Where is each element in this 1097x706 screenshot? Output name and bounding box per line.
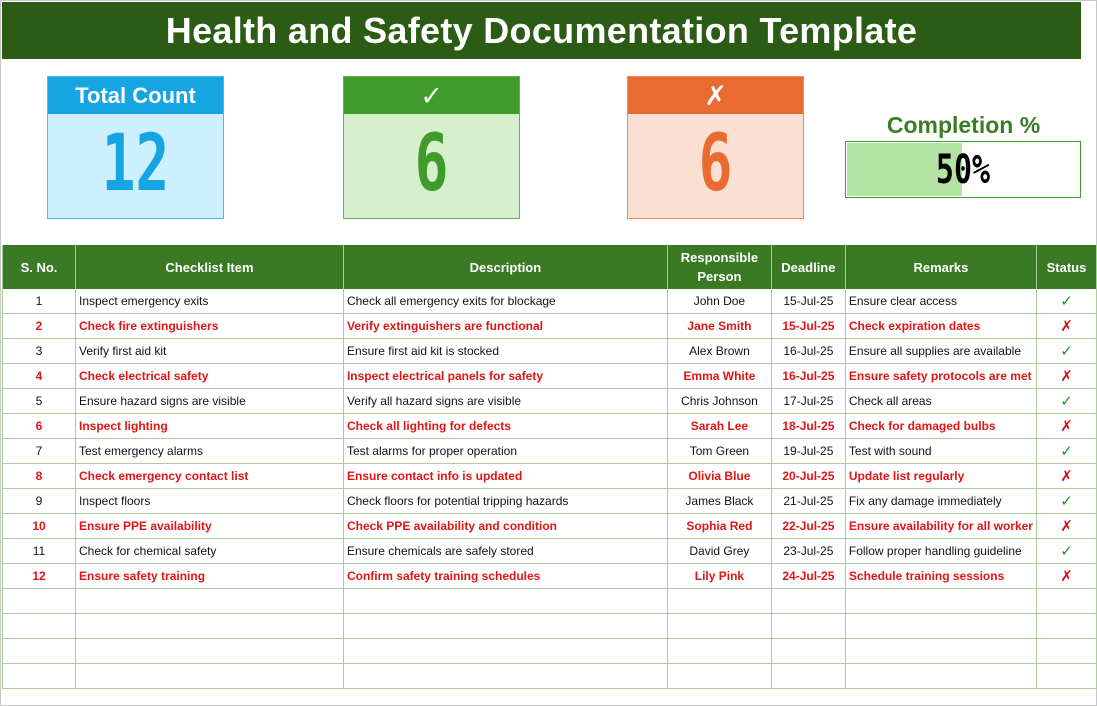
- header-sno[interactable]: S. No.: [3, 245, 76, 289]
- cell-remarks[interactable]: Update list regularly: [845, 464, 1036, 489]
- cell-responsible-person[interactable]: Sarah Lee: [667, 414, 771, 439]
- cell-status[interactable]: [1036, 414, 1096, 439]
- cell-checklist-item[interactable]: Check emergency contact list: [75, 464, 343, 489]
- header-responsible-person[interactable]: Responsible Person: [667, 245, 771, 289]
- status-cross-icon: ✗: [1060, 418, 1073, 435]
- cell-deadline[interactable]: 20-Jul-25: [771, 464, 845, 489]
- cell-description[interactable]: Test alarms for proper operation: [343, 439, 667, 464]
- cell-description[interactable]: Verify all hazard signs are visible: [343, 389, 667, 414]
- cell-sno[interactable]: 11: [3, 539, 76, 564]
- cell-description[interactable]: Check all lighting for defects: [343, 414, 667, 439]
- cell-deadline[interactable]: 16-Jul-25: [771, 364, 845, 389]
- empty-row: [3, 614, 1097, 639]
- cell-remarks[interactable]: Follow proper handling guideline: [845, 539, 1036, 564]
- cell-description[interactable]: Verify extinguishers are functional: [343, 314, 667, 339]
- cell-sno[interactable]: 10: [3, 514, 76, 539]
- empty-cell[interactable]: [343, 589, 667, 614]
- cell-sno[interactable]: 9: [3, 489, 76, 514]
- cell-remarks[interactable]: Ensure safety protocols are met: [845, 364, 1036, 389]
- status-check-icon: ✓: [1060, 443, 1073, 460]
- cell-sno[interactable]: 5: [3, 389, 76, 414]
- empty-cell[interactable]: [1036, 664, 1096, 689]
- cell-deadline[interactable]: 22-Jul-25: [771, 514, 845, 539]
- status-check-icon: ✓: [1060, 343, 1073, 360]
- total-count-value: 12: [101, 119, 170, 209]
- cell-remarks[interactable]: Ensure all supplies are available: [845, 339, 1036, 364]
- cell-responsible-person[interactable]: Alex Brown: [667, 339, 771, 364]
- cell-status[interactable]: [1036, 289, 1096, 314]
- completed-count-value: 6: [414, 119, 449, 209]
- cell-sno[interactable]: 2: [3, 314, 76, 339]
- table-row: [3, 289, 1097, 314]
- page-title: Health and Safety Documentation Template: [2, 2, 1081, 59]
- cell-responsible-person[interactable]: Sophia Red: [667, 514, 771, 539]
- empty-cell[interactable]: [343, 639, 667, 664]
- cell-responsible-person[interactable]: David Grey: [667, 539, 771, 564]
- empty-cell[interactable]: [845, 589, 1036, 614]
- cell-deadline[interactable]: 21-Jul-25: [771, 489, 845, 514]
- cell-responsible-person[interactable]: Emma White: [667, 364, 771, 389]
- cell-description[interactable]: Ensure first aid kit is stocked: [343, 339, 667, 364]
- cell-description[interactable]: Ensure chemicals are safely stored: [343, 539, 667, 564]
- cell-responsible-person[interactable]: James Black: [667, 489, 771, 514]
- table-row: [3, 364, 1097, 389]
- cell-sno[interactable]: 1: [3, 289, 76, 314]
- cell-sno[interactable]: 6: [3, 414, 76, 439]
- cell-checklist-item[interactable]: Ensure safety training: [75, 564, 343, 589]
- cell-remarks[interactable]: Fix any damage immediately: [845, 489, 1036, 514]
- status-check-icon: ✓: [1060, 293, 1073, 310]
- pending-count-card: [627, 76, 804, 219]
- cell-deadline[interactable]: 16-Jul-25: [771, 339, 845, 364]
- cell-status[interactable]: [1036, 539, 1096, 564]
- cell-checklist-item[interactable]: Ensure PPE availability: [75, 514, 343, 539]
- completed-count-card: [343, 76, 520, 219]
- cell-checklist-item[interactable]: Check electrical safety: [75, 364, 343, 389]
- header-deadline[interactable]: Deadline: [771, 245, 845, 289]
- cell-deadline[interactable]: 15-Jul-25: [771, 314, 845, 339]
- cell-responsible-person[interactable]: Olivia Blue: [667, 464, 771, 489]
- empty-cell[interactable]: [1036, 589, 1096, 614]
- cell-checklist-item[interactable]: Ensure hazard signs are visible: [75, 389, 343, 414]
- pending-count-value: 6: [698, 119, 733, 209]
- cell-checklist-item[interactable]: Test emergency alarms: [75, 439, 343, 464]
- status-cross-icon: ✗: [1060, 368, 1073, 385]
- cell-checklist-item[interactable]: Inspect lighting: [75, 414, 343, 439]
- cell-remarks[interactable]: Check all areas: [845, 389, 1036, 414]
- cell-checklist-item[interactable]: Check for chemical safety: [75, 539, 343, 564]
- cell-checklist-item[interactable]: Verify first aid kit: [75, 339, 343, 364]
- empty-cell[interactable]: [3, 614, 76, 639]
- table-row: [3, 439, 1097, 464]
- completion-progress-bar: [845, 141, 1081, 198]
- cell-status[interactable]: [1036, 439, 1096, 464]
- empty-cell[interactable]: [343, 614, 667, 639]
- table-row: [3, 414, 1097, 439]
- table-row: [3, 564, 1097, 589]
- cell-deadline[interactable]: 17-Jul-25: [771, 389, 845, 414]
- status-cross-icon: ✗: [1060, 468, 1073, 485]
- empty-cell[interactable]: [343, 664, 667, 689]
- empty-cell[interactable]: [3, 639, 76, 664]
- empty-row: [3, 589, 1097, 614]
- status-cross-icon: ✗: [1060, 568, 1073, 585]
- table-row: [3, 539, 1097, 564]
- cell-deadline[interactable]: 18-Jul-25: [771, 414, 845, 439]
- status-check-icon: ✓: [1060, 493, 1073, 510]
- table-row: [3, 389, 1097, 414]
- cell-deadline[interactable]: 15-Jul-25: [771, 289, 845, 314]
- completion-label: Completion %: [886, 112, 1041, 138]
- header-remarks[interactable]: Remarks: [845, 245, 1036, 289]
- cell-responsible-person[interactable]: Jane Smith: [667, 314, 771, 339]
- cell-responsible-person[interactable]: Chris Johnson: [667, 389, 771, 414]
- status-cross-icon: ✗: [1060, 518, 1073, 535]
- empty-cell[interactable]: [667, 664, 771, 689]
- cell-responsible-person[interactable]: Lily Pink: [667, 564, 771, 589]
- table-row: [3, 514, 1097, 539]
- empty-row: [3, 664, 1097, 689]
- header-description[interactable]: Description: [343, 245, 667, 289]
- empty-cell[interactable]: [1036, 614, 1096, 639]
- empty-cell[interactable]: [845, 614, 1036, 639]
- cross-icon: ✗: [628, 77, 803, 114]
- empty-cell[interactable]: [1036, 639, 1096, 664]
- cell-remarks[interactable]: Ensure availability for all worker: [845, 514, 1036, 539]
- cell-remarks[interactable]: Schedule training sessions: [845, 564, 1036, 589]
- empty-cell[interactable]: [75, 614, 343, 639]
- empty-cell[interactable]: [667, 589, 771, 614]
- cell-status[interactable]: [1036, 514, 1096, 539]
- empty-cell[interactable]: [667, 614, 771, 639]
- cell-status[interactable]: [1036, 564, 1096, 589]
- cell-sno[interactable]: 12: [3, 564, 76, 589]
- cell-remarks[interactable]: Ensure clear access: [845, 289, 1036, 314]
- cell-sno[interactable]: 7: [3, 439, 76, 464]
- check-icon: ✓: [344, 77, 519, 114]
- header-status[interactable]: Status: [1036, 245, 1096, 289]
- table-row: [3, 464, 1097, 489]
- empty-cell[interactable]: [667, 639, 771, 664]
- cell-status[interactable]: [1036, 464, 1096, 489]
- empty-cell[interactable]: [845, 639, 1036, 664]
- cell-responsible-person[interactable]: Tom Green: [667, 439, 771, 464]
- cell-status[interactable]: [1036, 389, 1096, 414]
- cell-description[interactable]: Confirm safety training schedules: [343, 564, 667, 589]
- empty-cell[interactable]: [75, 639, 343, 664]
- status-check-icon: ✓: [1060, 393, 1073, 410]
- cell-deadline[interactable]: 19-Jul-25: [771, 439, 845, 464]
- empty-cell[interactable]: [75, 589, 343, 614]
- cell-description[interactable]: Inspect electrical panels for safety: [343, 364, 667, 389]
- cell-remarks[interactable]: Check expiration dates: [845, 314, 1036, 339]
- empty-cell[interactable]: [3, 664, 76, 689]
- empty-row: [3, 639, 1097, 664]
- cell-status[interactable]: [1036, 489, 1096, 514]
- cell-description[interactable]: Check PPE availability and condition: [343, 514, 667, 539]
- status-check-icon: ✓: [1060, 543, 1073, 560]
- cell-status[interactable]: [1036, 314, 1096, 339]
- cell-status[interactable]: [1036, 364, 1096, 389]
- cell-sno[interactable]: 4: [3, 364, 76, 389]
- empty-cell[interactable]: [845, 664, 1036, 689]
- cell-description[interactable]: Check all emergency exits for blockage: [343, 289, 667, 314]
- empty-cell[interactable]: [771, 614, 845, 639]
- empty-cell[interactable]: [771, 639, 845, 664]
- empty-cell[interactable]: [771, 589, 845, 614]
- completion-percent: 50%: [935, 147, 991, 193]
- cell-checklist-item[interactable]: Check fire extinguishers: [75, 314, 343, 339]
- empty-cell[interactable]: [771, 664, 845, 689]
- total-count-card: [47, 76, 224, 219]
- checklist-table: [2, 245, 1097, 689]
- cell-description[interactable]: Check floors for potential tripping hazards: [343, 489, 667, 514]
- cell-checklist-item[interactable]: Inspect emergency exits: [75, 289, 343, 314]
- status-cross-icon: ✗: [1060, 318, 1073, 335]
- cell-sno[interactable]: 8: [3, 464, 76, 489]
- table-header-row: [3, 245, 1097, 289]
- total-count-label: Total Count: [48, 77, 223, 114]
- cell-sno[interactable]: 3: [3, 339, 76, 364]
- cell-description[interactable]: Ensure contact info is updated: [343, 464, 667, 489]
- empty-cell[interactable]: [75, 664, 343, 689]
- cell-deadline[interactable]: 24-Jul-25: [771, 564, 845, 589]
- cell-remarks[interactable]: Test with sound: [845, 439, 1036, 464]
- cell-deadline[interactable]: 23-Jul-25: [771, 539, 845, 564]
- cell-checklist-item[interactable]: Inspect floors: [75, 489, 343, 514]
- empty-cell[interactable]: [3, 589, 76, 614]
- header-checklist-item[interactable]: Checklist Item: [75, 245, 343, 289]
- cell-remarks[interactable]: Check for damaged bulbs: [845, 414, 1036, 439]
- cell-responsible-person[interactable]: John Doe: [667, 289, 771, 314]
- cell-status[interactable]: [1036, 339, 1096, 364]
- table-row: [3, 314, 1097, 339]
- table-row: [3, 489, 1097, 514]
- table-row: [3, 339, 1097, 364]
